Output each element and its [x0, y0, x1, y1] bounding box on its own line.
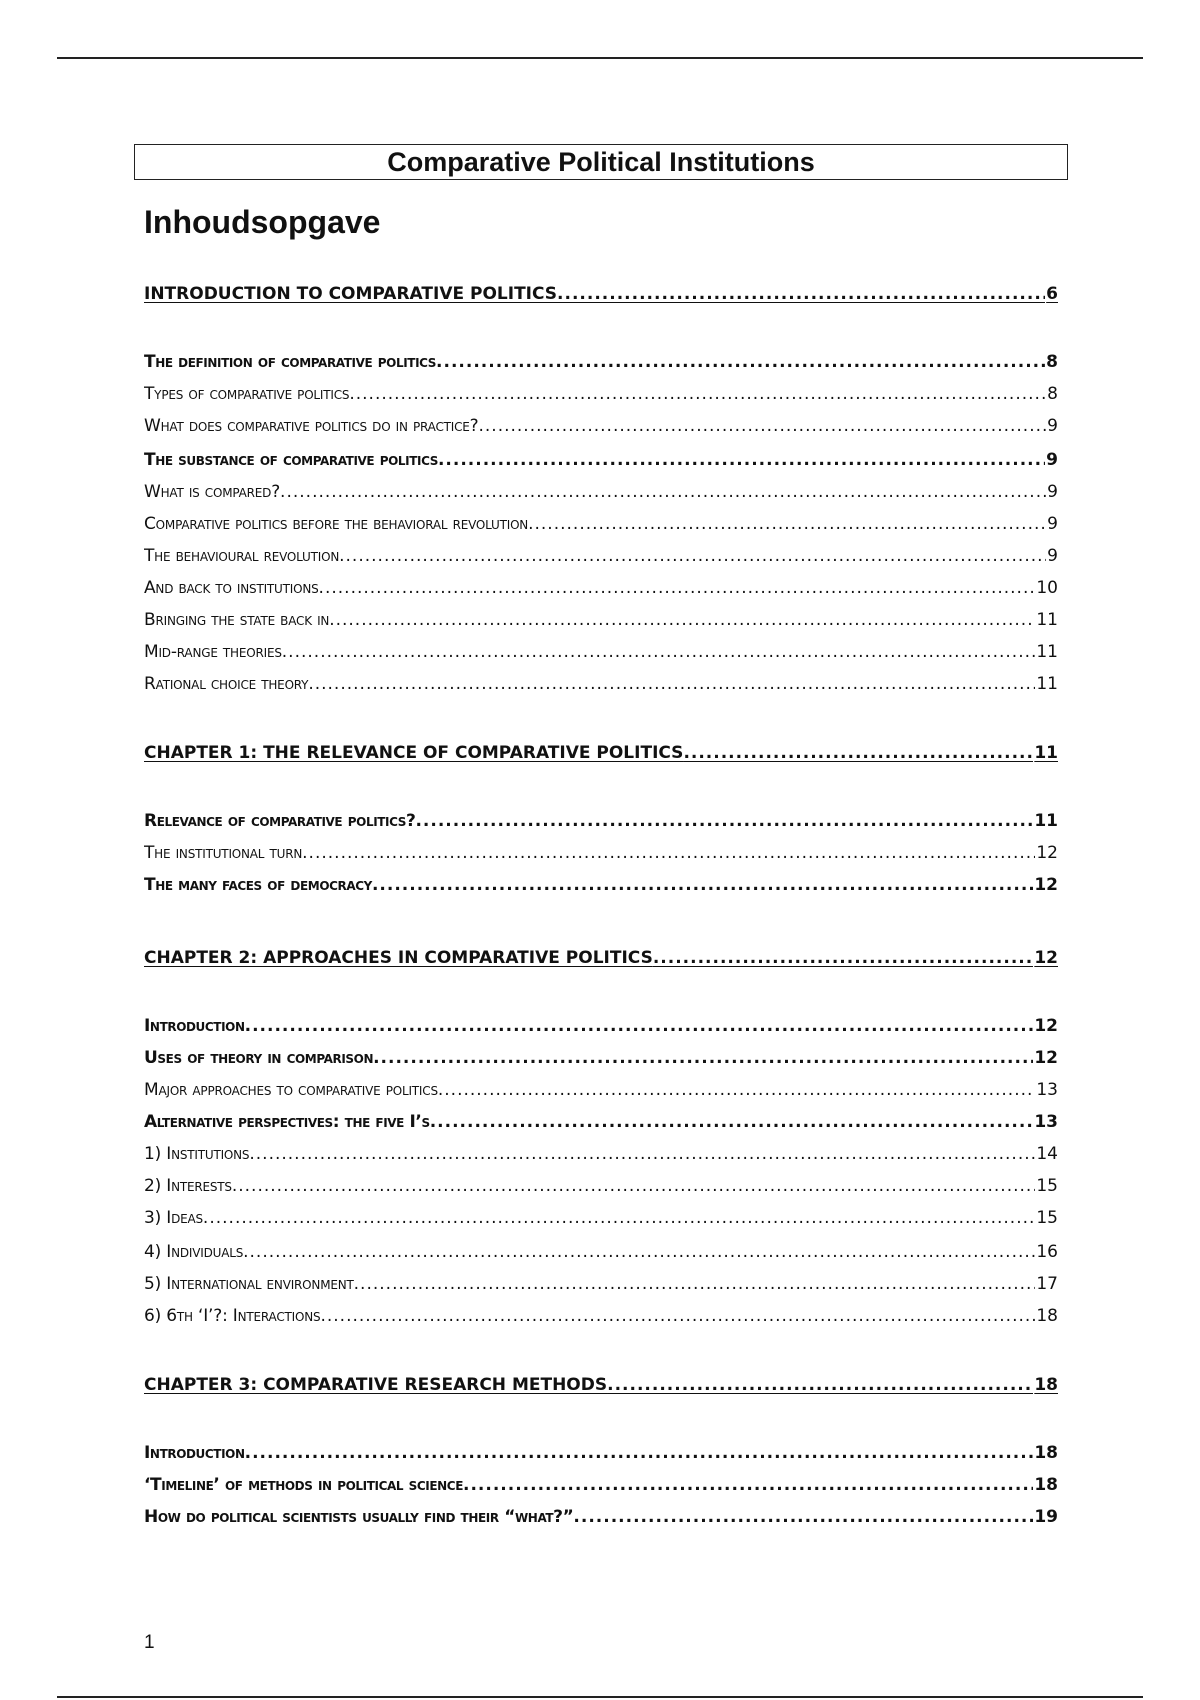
toc-entry-title: What does comparative politics do in practice? [144, 416, 479, 436]
toc-entry-page: 8 [1046, 352, 1058, 372]
toc-entry-page: 18 [1034, 1375, 1058, 1395]
toc-entry[interactable] [144, 811, 1058, 831]
toc-entry-title: And back to institutions [144, 578, 319, 598]
toc-entry[interactable] [144, 1080, 1058, 1100]
toc-entry[interactable] [144, 384, 1058, 404]
toc-entry[interactable] [144, 1016, 1058, 1036]
toc-leader-dots [249, 1144, 1035, 1164]
toc-leader-dots [373, 1048, 1033, 1068]
toc-entry[interactable] [144, 416, 1058, 436]
toc-leader-dots [430, 1112, 1034, 1132]
toc-leader-dots [280, 482, 1046, 502]
toc-entry-title: Comparative politics before the behavioral revolution [144, 514, 529, 534]
toc-leader-dots [243, 1242, 1035, 1262]
toc-entry-title: 3) Ideas [144, 1208, 203, 1228]
toc-entry-title: Introduction [144, 1443, 245, 1463]
toc-entry-title: INTRODUCTION TO COMPARATIVE POLITICS [144, 284, 558, 304]
toc-entry-title: CHAPTER 2: APPROACHES IN COMPARATIVE POLITICS [144, 948, 653, 968]
toc-entry-page: 12 [1034, 875, 1058, 895]
toc-entry[interactable] [144, 1048, 1058, 1068]
toc-entry-page: 9 [1047, 416, 1058, 436]
toc-leader-dots [607, 1375, 1033, 1395]
toc-entry-title: Bringing the state back in [144, 610, 330, 630]
toc-entry-page: 12 [1034, 948, 1058, 968]
toc-entry[interactable] [144, 1208, 1058, 1228]
toc-entry[interactable] [144, 1443, 1058, 1463]
toc-entry[interactable] [144, 1242, 1058, 1262]
toc-entry[interactable] [144, 482, 1058, 502]
toc-entry-page: 18 [1034, 1475, 1058, 1495]
toc-leader-dots [438, 1080, 1036, 1100]
toc-entry[interactable] [144, 352, 1058, 372]
toc-leader-dots [478, 416, 1046, 436]
toc-entry[interactable] [144, 514, 1058, 534]
toc-entry-title: 1) Institutions [144, 1144, 250, 1164]
toc-entry-page: 9 [1047, 482, 1058, 502]
toc-leader-dots [354, 1274, 1036, 1294]
footer-rule [57, 1696, 1143, 1698]
toc-entry[interactable] [144, 578, 1058, 598]
toc-entry[interactable] [144, 1274, 1058, 1294]
toc-entry-page: 18 [1034, 1443, 1058, 1463]
toc-leader-dots [339, 546, 1046, 566]
toc-entry-page: 13 [1036, 1080, 1058, 1100]
toc-entry[interactable] [144, 450, 1058, 470]
toc-entry[interactable] [144, 1306, 1058, 1326]
toc-leader-dots [329, 610, 1035, 630]
toc-entry-title: The many faces of democracy [144, 875, 372, 895]
toc-entry-title: 2) Interests [144, 1176, 232, 1196]
toc-entry-page: 19 [1034, 1507, 1058, 1527]
toc-entry[interactable] [144, 948, 1058, 968]
page-number: 1 [144, 1632, 155, 1653]
toc-heading: Inhoudsopgave [144, 204, 381, 240]
toc-entry-page: 13 [1034, 1112, 1058, 1132]
toc-entry[interactable] [144, 610, 1058, 630]
toc-entry-page: 11 [1036, 642, 1058, 662]
toc-entry-page: 6 [1046, 284, 1058, 304]
toc-leader-dots [573, 1507, 1033, 1527]
toc-entry[interactable] [144, 1375, 1058, 1395]
toc-entry-page: 9 [1046, 450, 1058, 470]
toc-entry-page: 15 [1036, 1176, 1058, 1196]
toc-entry[interactable] [144, 1475, 1058, 1495]
toc-entry-page: 15 [1036, 1208, 1058, 1228]
toc-entry-page: 16 [1036, 1242, 1058, 1262]
toc-entry-title: 4) Individuals [144, 1242, 244, 1262]
toc-leader-dots [372, 875, 1033, 895]
toc-leader-dots [308, 674, 1035, 694]
toc-entry-title: Types of comparative politics [144, 384, 350, 404]
toc-entry-title: 6) 6th ‘I’?: Interactions [144, 1306, 321, 1326]
toc-leader-dots [203, 1208, 1035, 1228]
toc-entry[interactable] [144, 1112, 1058, 1132]
toc-leader-dots [319, 578, 1036, 598]
toc-entry-title: Uses of theory in comparison [144, 1048, 374, 1068]
toc-leader-dots [349, 384, 1046, 404]
toc-entry-title: 5) International environment [144, 1274, 354, 1294]
toc-leader-dots [557, 284, 1045, 304]
toc-entry[interactable] [144, 1144, 1058, 1164]
toc-leader-dots [282, 642, 1036, 662]
toc-leader-dots [653, 948, 1034, 968]
toc-entry-title: CHAPTER 3: COMPARATIVE RESEARCH METHODS [144, 1375, 608, 1395]
toc-entry-page: 11 [1034, 743, 1058, 763]
toc-leader-dots [320, 1306, 1035, 1326]
toc-entry-page: 12 [1034, 1016, 1058, 1036]
toc-leader-dots [232, 1176, 1036, 1196]
toc-entry-title: Mid-range theories [144, 642, 282, 662]
toc-entry-title: The institutional turn [144, 843, 303, 863]
document-title [134, 144, 1068, 180]
toc-leader-dots [683, 743, 1033, 763]
toc-entry-page: 10 [1036, 578, 1058, 598]
toc-leader-dots [436, 352, 1045, 372]
toc-entry-title: ‘Timeline’ of methods in political science [144, 1475, 463, 1495]
toc-entry[interactable] [144, 843, 1058, 863]
toc-entry-page: 11 [1036, 674, 1058, 694]
toc-leader-dots [245, 1016, 1034, 1036]
toc-entry[interactable] [144, 743, 1058, 763]
toc-entry[interactable] [144, 642, 1058, 662]
toc-entry[interactable] [144, 1507, 1058, 1527]
toc-entry[interactable] [144, 875, 1058, 895]
toc-entry-title: CHAPTER 1: THE RELEVANCE OF COMPARATIVE POLITICS [144, 743, 684, 763]
toc-entry-title: Rational choice theory [144, 674, 309, 694]
toc-entry-title: Relevance of comparative politics? [144, 811, 416, 831]
toc-leader-dots [463, 1475, 1033, 1495]
toc-entry-title: Introduction [144, 1016, 245, 1036]
toc-leader-dots [302, 843, 1035, 863]
toc-entry-page: 11 [1034, 811, 1058, 831]
toc-entry-page: 18 [1036, 1306, 1058, 1326]
toc-entry-title: How do political scientists usually find their “what?” [144, 1507, 574, 1527]
toc-entry-page: 12 [1036, 843, 1058, 863]
toc-entry[interactable] [144, 284, 1058, 304]
toc-entry-title: Major approaches to comparative politics [144, 1080, 438, 1100]
toc-entry-title: Alternative perspectives: the five I’s [144, 1112, 430, 1132]
toc-leader-dots [245, 1443, 1034, 1463]
toc-leader-dots [438, 450, 1045, 470]
header-rule [57, 57, 1143, 59]
toc-entry-title: The definition of comparative politics [144, 352, 437, 372]
toc-entry[interactable] [144, 674, 1058, 694]
toc-leader-dots [528, 514, 1046, 534]
toc-entry-page: 17 [1036, 1274, 1058, 1294]
document-title-text: Comparative Political Institutions [387, 146, 815, 177]
toc-entry-title: The behavioural revolution [144, 546, 340, 566]
toc-entry-title: What is compared? [144, 482, 281, 502]
toc-entry-page: 8 [1047, 384, 1058, 404]
toc-entry-page: 12 [1034, 1048, 1058, 1068]
toc-entry-page: 9 [1047, 514, 1058, 534]
toc-entry-page: 14 [1036, 1144, 1058, 1164]
toc-leader-dots [415, 811, 1033, 831]
toc-entry-page: 11 [1036, 610, 1058, 630]
toc-entry[interactable] [144, 1176, 1058, 1196]
toc-entry-title: The substance of comparative politics [144, 450, 438, 470]
toc-entry-page: 9 [1047, 546, 1058, 566]
toc-entry[interactable] [144, 546, 1058, 566]
